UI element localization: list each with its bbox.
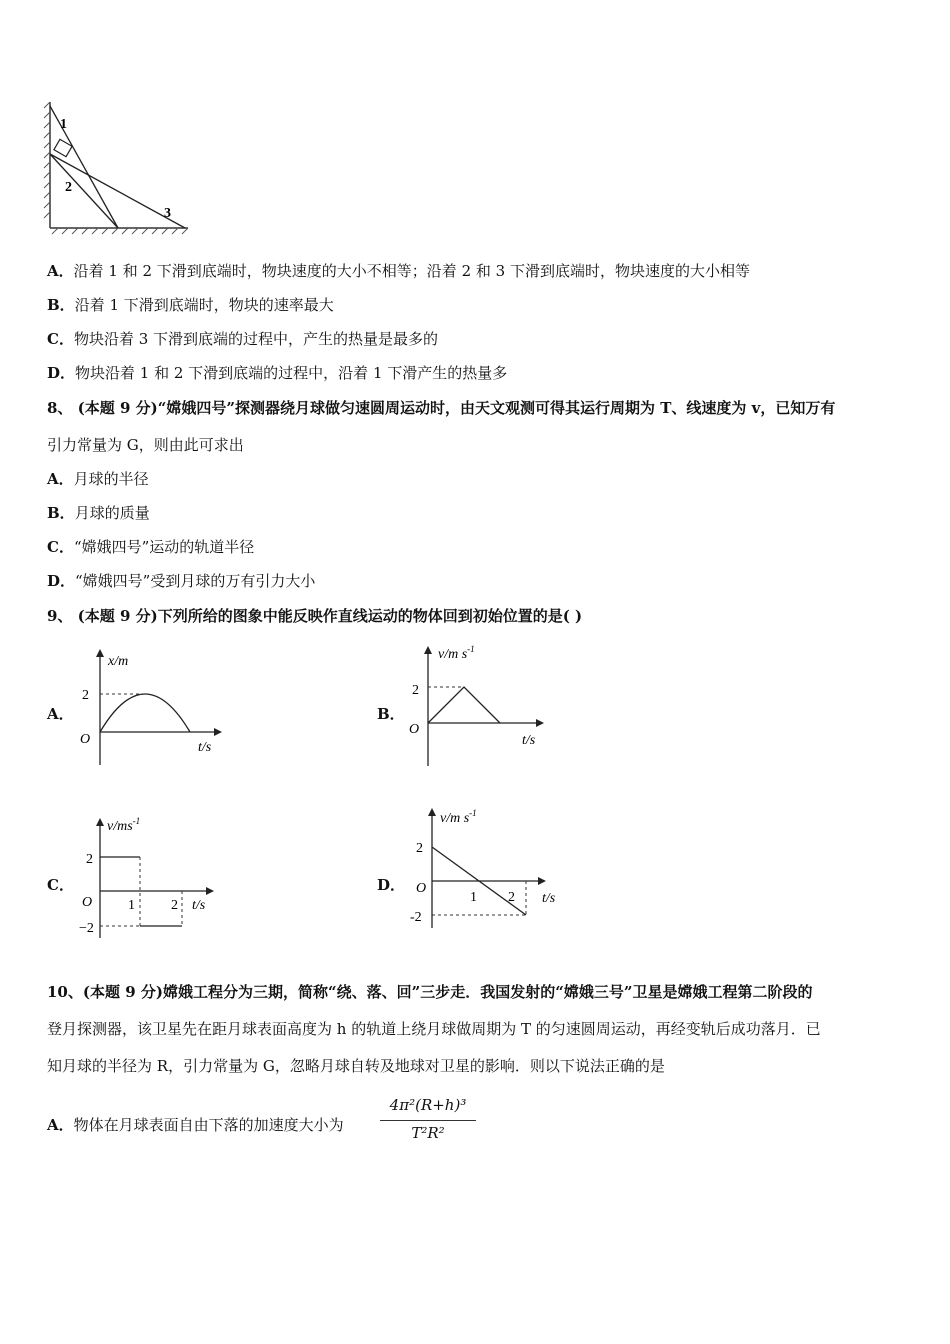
graph-d-ytick-neg: -2 bbox=[410, 910, 422, 925]
graph-b-x-arrow bbox=[536, 719, 544, 727]
graph-b-y-arrow bbox=[424, 646, 432, 654]
q10-stem-line1: 10、(本题 9 分)嫦娥工程分为三期，简称“绕、落、回”三步走．我国发射的“嫦娥三号”卫星是嫦娥工程第二阶段的 bbox=[47, 983, 813, 1001]
formula-numerator: 4π²(R+h)³ bbox=[389, 1096, 467, 1114]
graph-c-label: C． bbox=[47, 876, 74, 894]
q10-option-a: A．物体在月球表面自由下落的加速度大小为 bbox=[47, 1116, 344, 1134]
q8-stem-line1: 8、 (本题 9 分)“嫦娥四号”探测器绕月球做匀速圆周运动时，由天文观测可得其运行周期为 T、线速度为 v，已知万有 bbox=[47, 399, 836, 417]
graph-c-xlabel: t/s bbox=[192, 898, 206, 913]
q7-option-c: C．物块沿着 3 下滑到底端的过程中，产生的热量是最多的 bbox=[47, 330, 439, 348]
graph-a-y-arrow bbox=[96, 649, 104, 657]
incline-figure bbox=[40, 96, 200, 236]
graph-c-ytick-pos: 2 bbox=[86, 852, 93, 867]
graph-c bbox=[70, 812, 230, 942]
graph-a-origin: O bbox=[80, 732, 91, 747]
q10-stem-line2: 登月探测器，该卫星先在距月球表面高度为 h 的轨道上绕月球做周期为 T 的匀速圆周运动，再经变轨后成功落月．已 bbox=[47, 1020, 821, 1038]
graph-c-xtick2: 2 bbox=[171, 898, 178, 913]
graph-a-ylabel: x/m bbox=[108, 654, 129, 669]
graph-c-xtick1: 1 bbox=[128, 898, 135, 913]
graph-a bbox=[70, 645, 230, 770]
q10-option-a-formula bbox=[380, 1096, 480, 1146]
graph-a-x-arrow bbox=[214, 728, 222, 736]
graph-d-origin: O bbox=[416, 881, 427, 896]
q8-option-d: D．“嫦娥四号”受到月球的万有引力大小 bbox=[47, 572, 316, 590]
graph-b-line bbox=[428, 687, 500, 723]
graph-d-x-arrow bbox=[538, 877, 546, 885]
graph-d-xtick2: 2 bbox=[508, 890, 515, 905]
graph-c-origin: O bbox=[82, 895, 93, 910]
incline-label-1: 1 bbox=[60, 117, 67, 132]
graph-d-ylabel: v/m $s^{-1}$ bbox=[440, 808, 477, 826]
graph-c-ytick-neg: −2 bbox=[79, 921, 94, 936]
graph-d-xlabel: t/s bbox=[542, 891, 556, 906]
graph-d-ytick-pos: 2 bbox=[416, 841, 423, 856]
graph-c-y-arrow bbox=[96, 818, 104, 826]
incline-label-2: 2 bbox=[65, 180, 72, 195]
graph-d-xtick1: 1 bbox=[470, 890, 477, 905]
q8-option-a: A．月球的半径 bbox=[47, 470, 149, 488]
formula-denominator: T²R² bbox=[411, 1124, 445, 1142]
graph-d-y-arrow bbox=[428, 808, 436, 816]
q10-stem-line3: 知月球的半径为 R，引力常量为 G，忽略月球自转及地球对卫星的影响．则以下说法正确的是 bbox=[47, 1057, 665, 1075]
formula-bar bbox=[380, 1120, 476, 1121]
q7-option-b: B．沿着 1 下滑到底端时，物块的速率最大 bbox=[47, 296, 334, 314]
graph-a-label: A． bbox=[47, 705, 74, 723]
q7-option-a: A．沿着 1 和 2 下滑到底端时，物块速度的大小不相等；沿着 2 和 3 下滑到底端时，物块速度的大小相等 bbox=[47, 262, 750, 280]
q9-stem: 9、 (本题 9 分)下列所给的图象中能反映作直线运动的物体回到初始位置的是( ) bbox=[47, 607, 583, 625]
graph-b-origin: O bbox=[409, 722, 420, 737]
graph-b bbox=[400, 640, 560, 770]
graph-b-ylabel: v/m $s^{-1}$ bbox=[438, 644, 475, 662]
graph-b-label: B． bbox=[377, 705, 405, 723]
graph-d-label: D． bbox=[377, 876, 406, 894]
graph-a-curve bbox=[100, 694, 190, 732]
graph-d bbox=[400, 800, 580, 935]
q7-option-d: D．物块沿着 1 和 2 下滑到底端的过程中，沿着 1 下滑产生的热量多 bbox=[47, 364, 508, 382]
q8-option-b: B．月球的质量 bbox=[47, 504, 150, 522]
graph-c-x-arrow bbox=[206, 887, 214, 895]
graph-c-ylabel: $v/ms^{-1}$ bbox=[107, 816, 141, 834]
q8-stem-line2: 引力常量为 G，则由此可求出 bbox=[47, 436, 244, 454]
graph-b-ytick: 2 bbox=[412, 683, 419, 698]
graph-b-xlabel: t/s bbox=[522, 733, 536, 748]
incline-2 bbox=[50, 154, 118, 228]
graph-a-xlabel: t/s bbox=[198, 740, 212, 755]
graph-a-ytick: 2 bbox=[82, 688, 89, 703]
incline-label-3: 3 bbox=[164, 206, 171, 221]
q8-option-c: C．“嫦娥四号”运动的轨道半径 bbox=[47, 538, 255, 556]
